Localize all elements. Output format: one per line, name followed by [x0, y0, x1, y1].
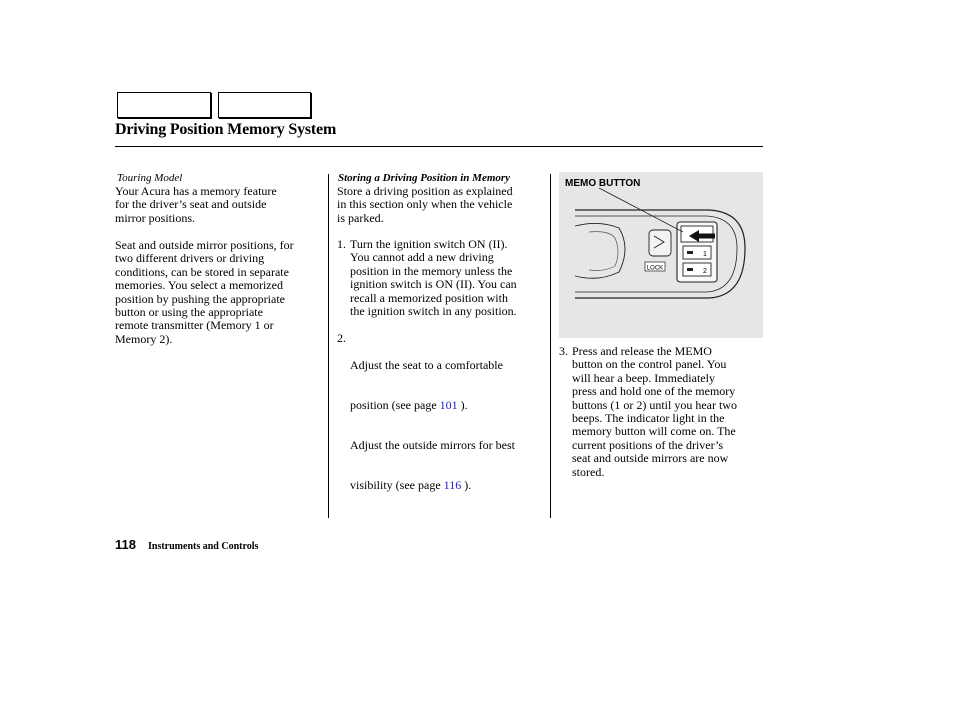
storing-intro: Store a driving position as explained in this section only when the vehicle is parked. [337, 184, 513, 225]
step1-number: 1. [337, 237, 346, 251]
page-title: Driving Position Memory System [115, 121, 337, 138]
touring-model-note: Touring Model [117, 172, 183, 184]
step2-line-c: Adjust the outside mirrors for best [350, 438, 515, 453]
step2-line-d [350, 479, 515, 492]
step2-number: 2. [337, 331, 346, 345]
page-101-link[interactable]: 101 [439, 398, 458, 413]
step2-line-d-post: ). [461, 478, 472, 493]
step2-line-a: Adjust the seat to a comfortable [350, 357, 503, 372]
intro-paragraph: Your Acura has a memory feature for the driver’s seat and outside mirror positions. [115, 184, 277, 225]
door-panel-illustration [559, 172, 763, 338]
memory-1-label: 1 [703, 251, 707, 258]
memory-description-paragraph: Seat and outside mirror positions, for two different drivers or driving conditions, can be stored in separate memories. You select a memorized position by pushing the appropriate button or using the appropriate remote transmitter (Memory 1 or Memory 2). [115, 238, 294, 346]
step2-line-d-pre: visibility (see page [350, 478, 444, 493]
step1-text: Turn the ignition switch ON (II). You cannot add a new driving position in the memory unless the ignition switch is ON (II). You can recall a memorized position with the ignition switch in any position. [350, 237, 517, 319]
nav-tab-box-1[interactable] [117, 92, 211, 118]
lock-label: LOCK [646, 265, 664, 272]
title-rule [115, 146, 763, 147]
page-116-link[interactable]: 116 [443, 478, 462, 493]
step2-text [350, 332, 515, 506]
page-number: 118 [115, 537, 136, 552]
step3-text: Press and release the MEMO button on the control panel. You will hear a beep. Immediately press and hold one of the memory buttons (1 or 2) until you hear two beeps. The indicator light in the memory button will come on. The current positions of the driver’s seat and outside mirrors are now stored. [572, 344, 737, 479]
nav-tab-box-2[interactable] [218, 92, 311, 118]
memo-button-figure [559, 172, 763, 338]
step2-line-b [350, 399, 515, 412]
storing-heading: Storing a Driving Position in Memory [338, 172, 511, 184]
step3-number: 3. [559, 344, 568, 358]
step2-line-b-post: ). [457, 398, 468, 413]
section-name: Instruments and Controls [148, 541, 259, 552]
step2-line-b-pre: position (see page [350, 398, 440, 413]
figure-caption: MEMO BUTTON [565, 178, 641, 189]
memory-2-label: 2 [703, 268, 707, 275]
column-divider-2 [550, 174, 551, 518]
column-divider-1 [328, 174, 329, 518]
